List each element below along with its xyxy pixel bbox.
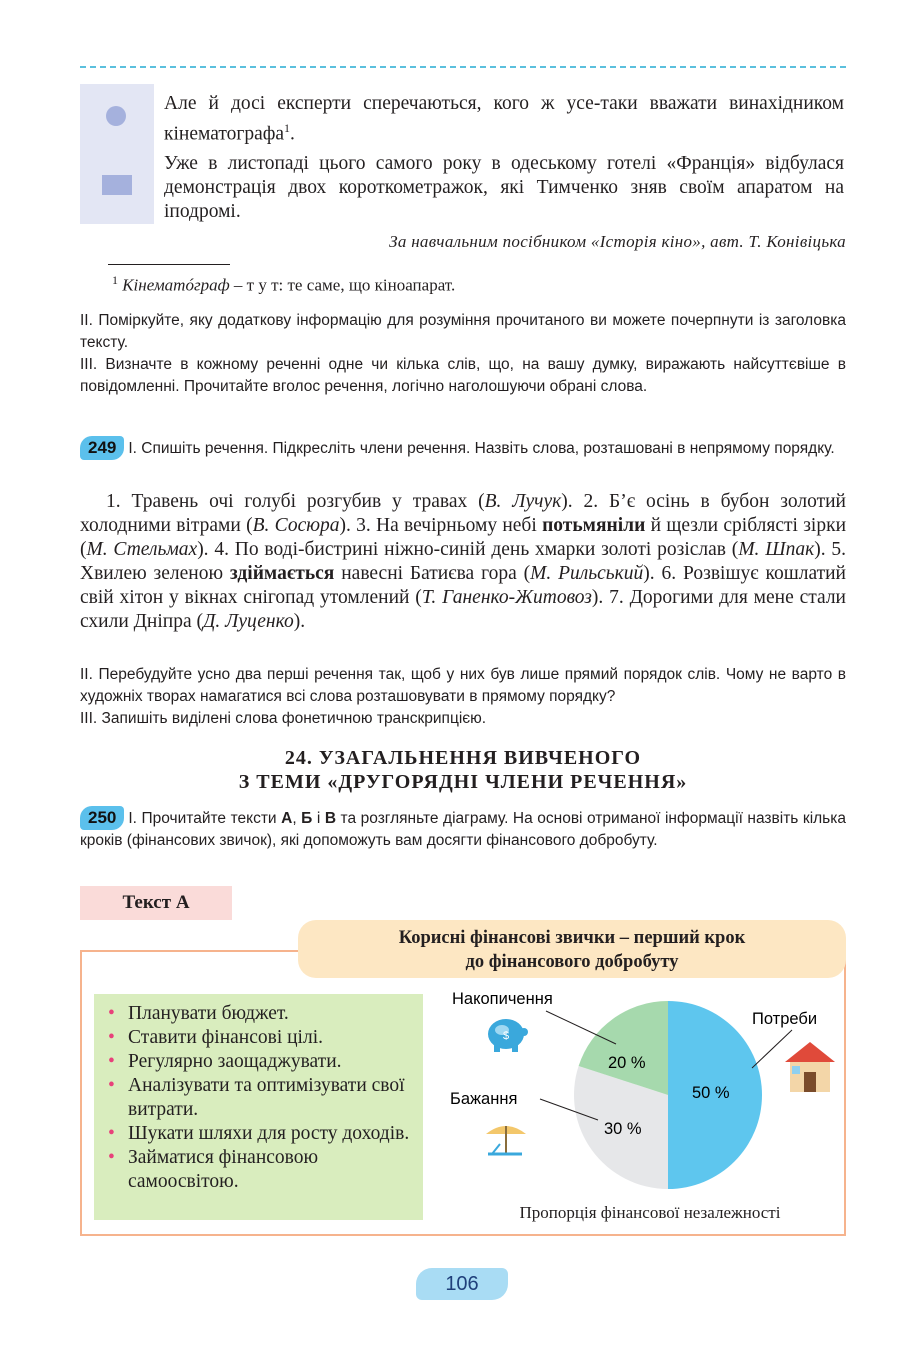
list-item: • Регулярно заощаджувати. <box>104 1050 413 1074</box>
section-heading-line-2: З ТЕМИ «ДРУГОРЯДНІ ЧЛЕНИ РЕЧЕННЯ» <box>238 771 688 793</box>
beach-umbrella-icon <box>486 1126 526 1154</box>
slice-value-savings: 20 % <box>608 1054 646 1072</box>
section-heading-line-1: 24. УЗАГАЛЬНЕННЯ ВИВЧЕНОГО <box>284 747 642 769</box>
text-a-label: Текст А <box>80 886 232 920</box>
task-3: III. Визначте в кожному реченні одне чи кілька слів, що, на вашу думку, виражають найсуттєвіше в повідомленні. Прочитайте вголос речення, логічно наголошуючи обрані слова. <box>80 356 846 395</box>
top-dashed-rule <box>80 66 846 68</box>
text-a-banner: Корисні фінансові звички – перший крок до фінансового добробуту <box>298 920 846 978</box>
intro-paragraph-1: Але й досі експерти сперечаються, кого ж усе-таки вважати винахідником кінематографа$^1$. <box>164 93 844 145</box>
exercise-249-task: 249 І. Спишіть речення. Підкресліть члени речення. Назвіть слова, розташовані в непрямому порядку. <box>80 436 846 460</box>
house-icon <box>785 1042 835 1092</box>
list-item: • Займатися фінансовою самоосвітою. <box>104 1146 413 1194</box>
list-item: • Аналізувати та оптимізувати свої витрати. <box>104 1074 413 1122</box>
list-item: • Шукати шляхи для росту доходів. <box>104 1122 413 1146</box>
page-number: 106 <box>416 1268 508 1300</box>
habits-box <box>94 994 423 1220</box>
exercise-249-sentences: 1. Травень очі голубі розгубив у травах (В. Лучук). 2. Б’є осінь в бубон золотий холодними вітрами (В. Сосюра). 3. На вечірньому небі потьмяніли й щезли сріблясті зірки (М. Стельмах). 4. По воді-бистрині ніжно-синій день хмарки золоті розіслав (М. Шпак). 5. Хвилею зеленою здіймається навесні Батиєва гора (М. Рильський). 6. Розвішує кошлатий свій хітон у вікнах снігопад утомлений (Т. Ганенко-Житовоз). 7. Дорогими для мене стали схили Дніпра (Д. Луценко). <box>80 491 846 632</box>
slice-value-wants: 30 % <box>604 1120 642 1138</box>
intro-paragraph-2: Уже в листопаді цього самого року в одеському готелі «Франція» відбулася демонстрація двох короткометражок, які Тимченко зняв своїм апаратом на іподромі. <box>164 153 844 222</box>
leader-line-needs <box>752 1030 792 1068</box>
slice-label-wants: Бажання <box>450 1090 518 1108</box>
source-citation: За навчальним посібником «Історія кіно», авт. Т. Конівіцька <box>389 232 846 251</box>
task-2: II. Поміркуйте, яку додаткову інформацію для розуміння прочитаного ви можете почерпнути із заголовка тексту. <box>80 312 846 351</box>
slice-value-needs: 50 % <box>692 1084 730 1102</box>
pie-chart <box>430 982 840 1222</box>
piggy-bank-icon <box>488 1019 528 1052</box>
chart-title: Пропорція фінансової незалежності <box>519 1203 781 1222</box>
exercise-249-task-2: II. Перебудуйте усно два перші речення так, щоб у них був лише прямий порядок слів. Чому не варто в художніх творах намагатися всі слова розташовувати в прямому порядку? <box>80 666 846 705</box>
list-item: • Планувати бюджет. <box>104 1002 413 1026</box>
svg-text:$: $ <box>502 1030 510 1042</box>
circle-marker-icon <box>106 106 126 126</box>
exercise-249-task-3: III. Запишіть виділені слова фонетичною транскрипцією. <box>80 710 487 727</box>
exercise-number-badge: 250 <box>80 806 124 830</box>
exercise-number-badge: 249 <box>80 436 124 460</box>
footnote-rule <box>108 264 230 265</box>
list-item: • Ставити фінансові цілі. <box>104 1026 413 1050</box>
exercise-250-task: 250 І. Прочитайте тексти А, Б і В та розгляньте діаграму. На основі отриманої інформації назвіть кілька кроків (фінансових звичок), які допоможуть вам досягти фінансового добробуту. <box>80 808 846 849</box>
margin-box <box>80 84 154 224</box>
square-marker-icon <box>102 175 132 195</box>
slice-label-needs: Потреби <box>752 1010 818 1028</box>
slice-label-savings: Накопичення <box>452 990 553 1008</box>
footnote: $^1$ Кінематóграф – т у т: те саме, що кіноапарат. <box>112 273 456 295</box>
